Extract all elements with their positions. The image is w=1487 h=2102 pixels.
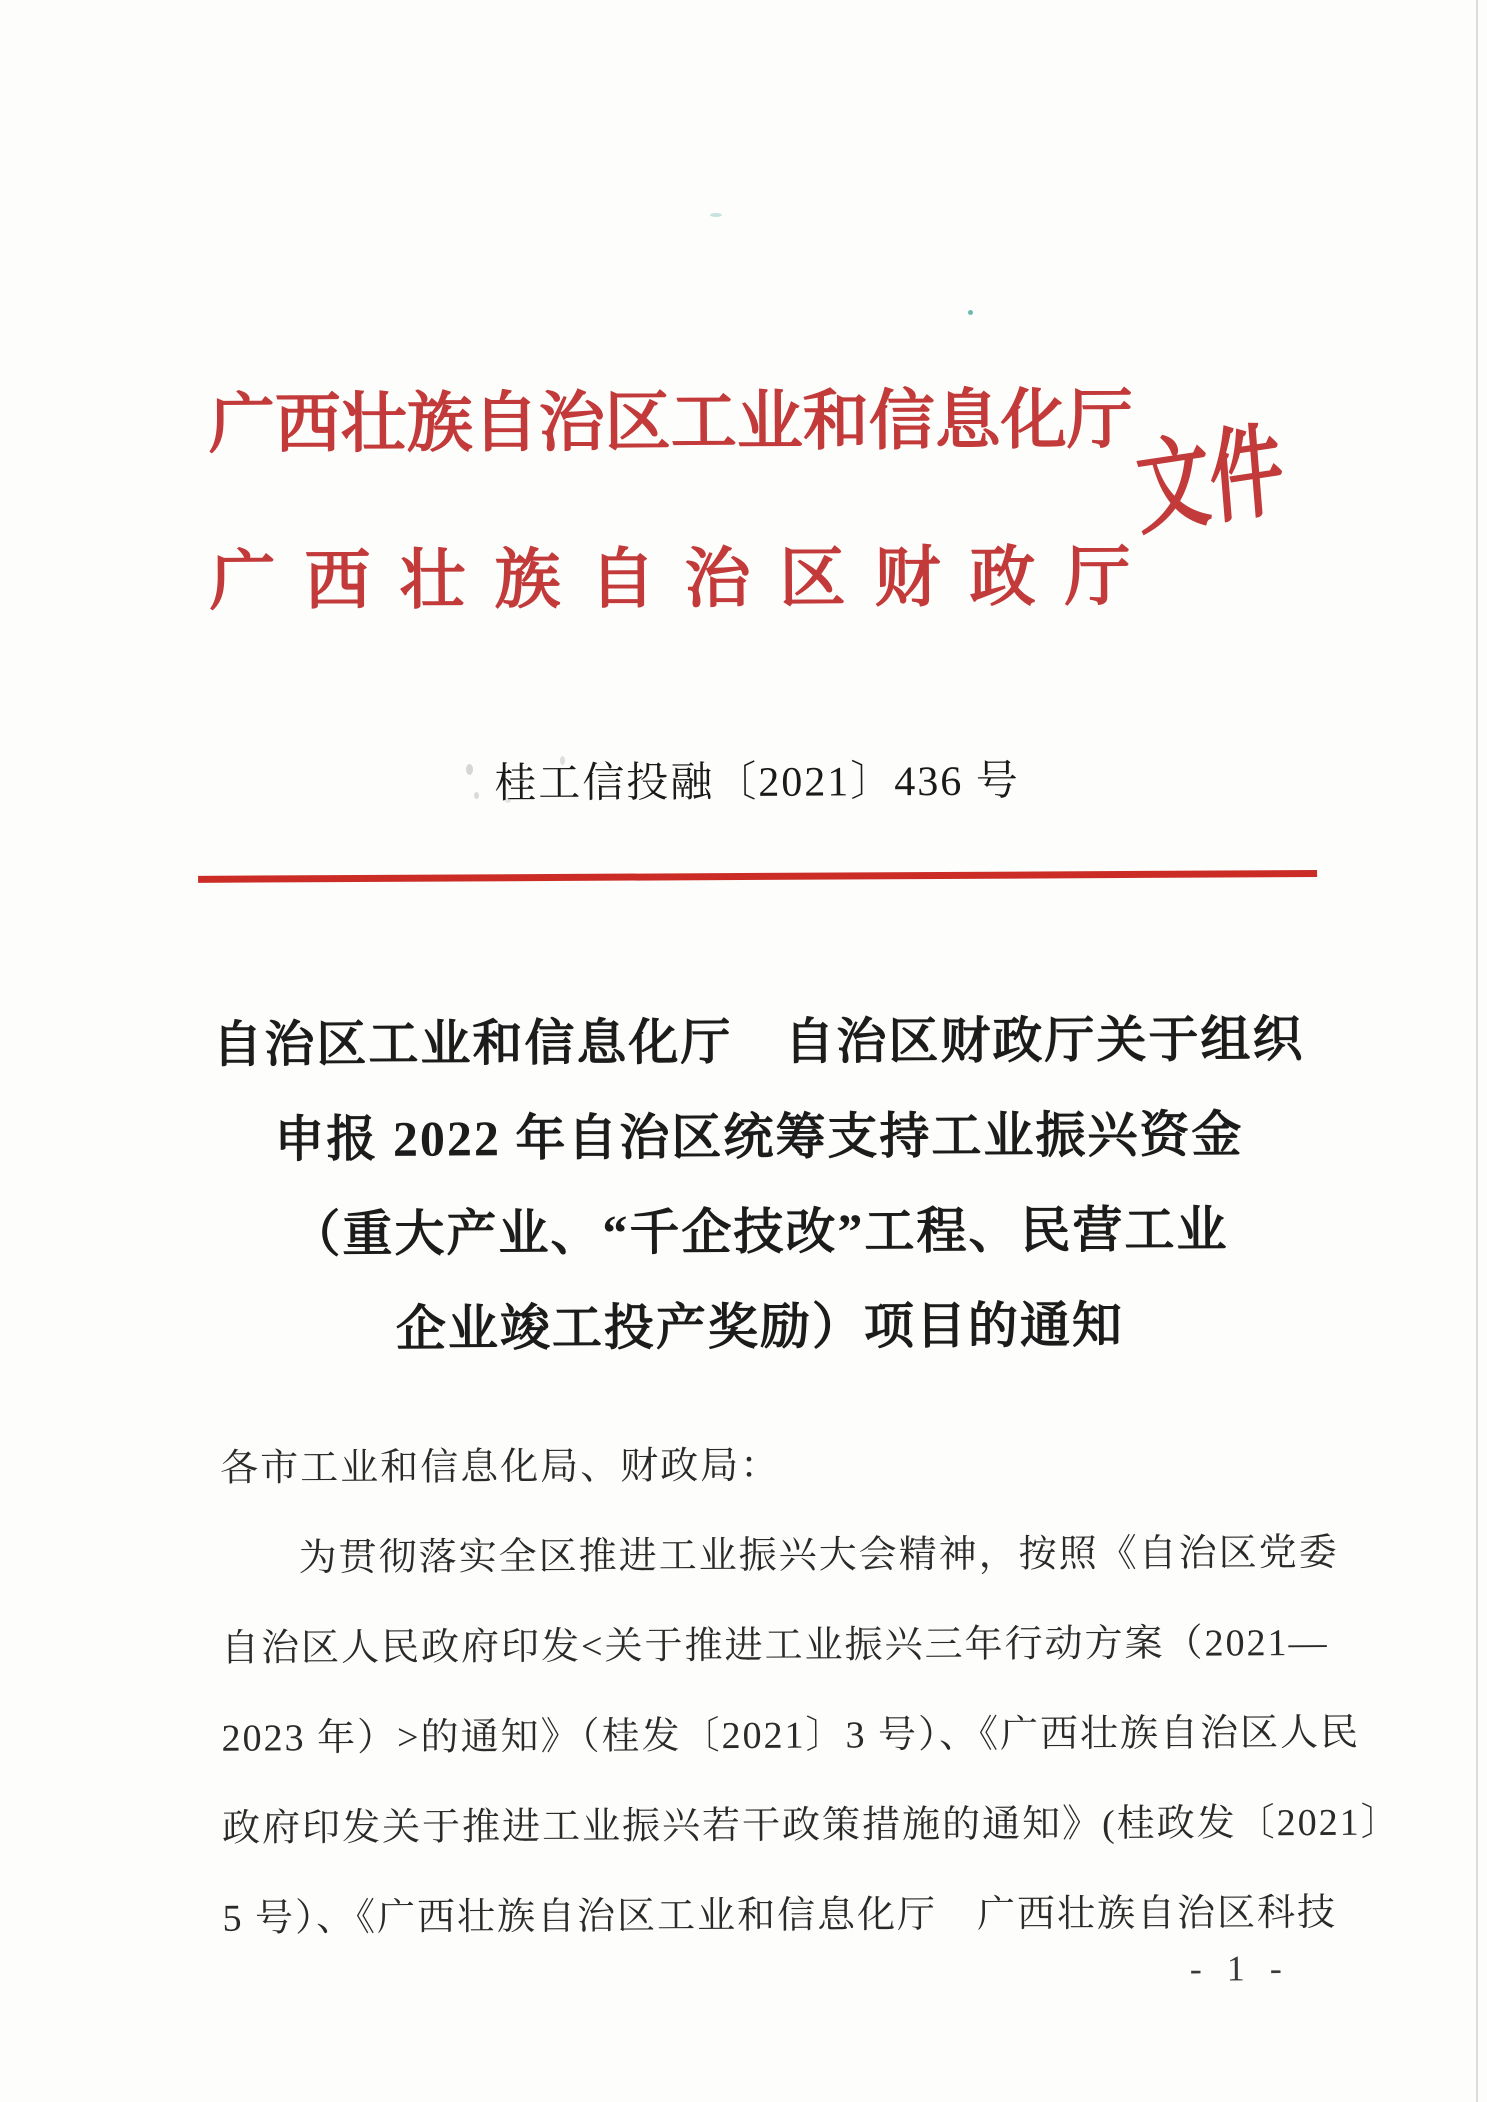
body-line-5: 5 号）、《广西壮族自治区工业和信息化厅 广西壮族自治区科技: [222, 1891, 1338, 1940]
body-line-2: 自治区人民政府印发<关于推进工业振兴三年行动方案（2021—: [221, 1621, 1329, 1670]
document-body: [220, 1418, 1401, 1964]
title-line-1: 自治区工业和信息化厅 自治区财政厅关于组织: [212, 1011, 1305, 1073]
scan-speck-artifact: [710, 213, 722, 217]
scan-speck-artifact: [466, 764, 473, 775]
scan-edge-artifact: [1476, 0, 1478, 2102]
scan-speck-artifact: [968, 310, 973, 315]
doc-type-label: 文件: [1132, 414, 1288, 549]
title-line-4: 企业竣工投产奖励）项目的通知: [395, 1297, 1125, 1357]
body-line-3: 2023 年）>的通知》（桂发〔2021〕3 号）、《广西壮族自治区人民: [221, 1711, 1361, 1760]
issuer-name-line-2: 广西壮族自治区财政厅: [209, 540, 1160, 619]
body-line-4: 政府印发关于推进工业振兴若干政策措施的通知》(桂政发〔2021〕: [221, 1801, 1401, 1850]
body-line-1: 为贯彻落实全区推进工业振兴大会精神，按照《自治区党委: [298, 1531, 1339, 1580]
salutation: 各市工业和信息化局、财政局：: [220, 1444, 781, 1490]
red-divider-rule: [198, 870, 1317, 883]
document-title: [199, 992, 1320, 1378]
title-line-2: 申报 2022 年自治区统筹支持工业振兴资金: [274, 1106, 1244, 1168]
scan-speck-artifact: [505, 798, 511, 803]
scan-speck-artifact: [560, 756, 565, 765]
doc-number: 桂工信投融〔2021〕436 号: [494, 758, 1020, 808]
scan-speck-artifact: [474, 792, 479, 799]
page-number: - 1 -: [1189, 1948, 1290, 1989]
issuer-name-line-1: 广西壮族自治区工业和信息化厅: [208, 383, 1133, 462]
title-line-3: （重大产业、“千企技改”工程、民营工业: [290, 1201, 1229, 1263]
